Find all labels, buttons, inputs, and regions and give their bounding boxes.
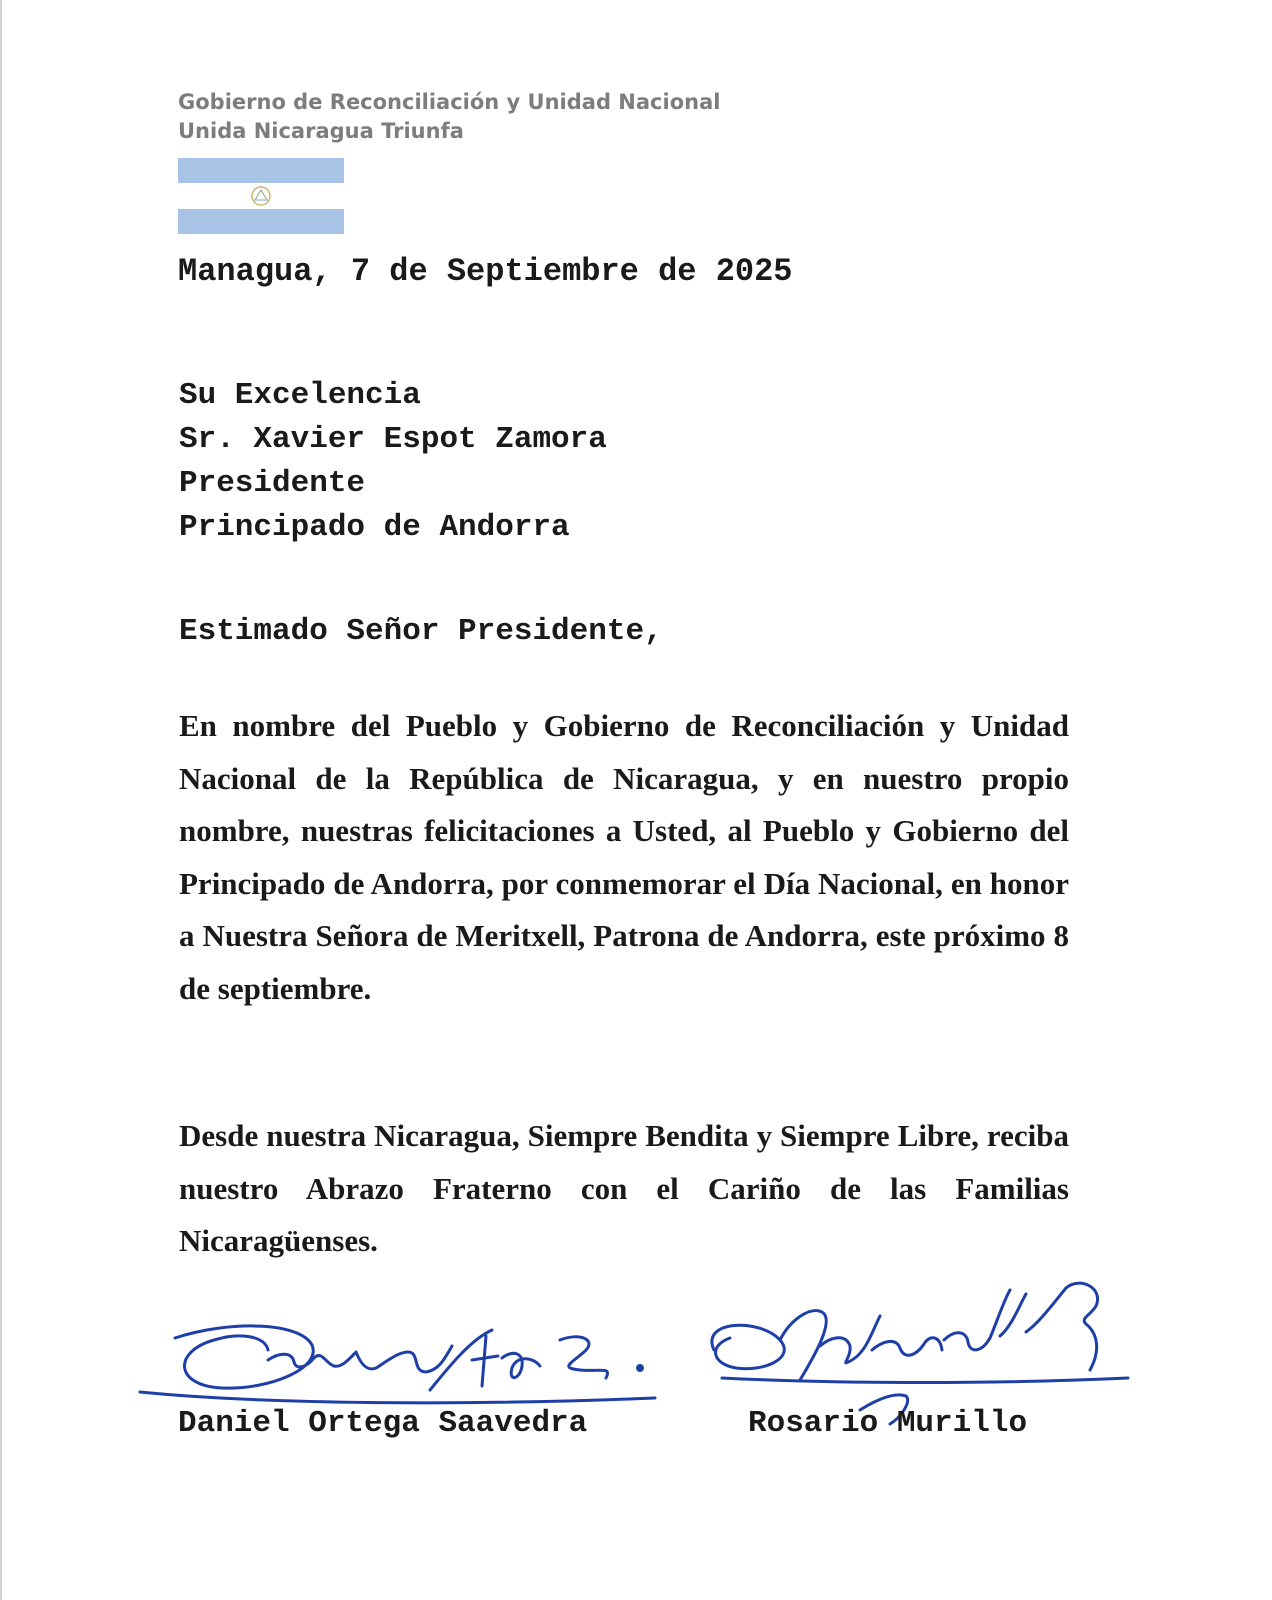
closing-paragraph: Desde nuestra Nicaragua, Siempre Bendita y Siempre Libre, reciba nuestro Abrazo Fraterno con el Cariño de las Familias Nicaragüenses. [179,1118,1069,1258]
letterhead-slogan: Unida Nicaragua Triunfa [178,119,464,143]
recipient-title: Presidente [179,466,366,501]
salutation: Estimado Señor Presidente, [179,614,663,649]
letterhead-government: Gobierno de Reconciliación y Unidad Nacional [178,90,721,114]
letter-date: Managua, 7 de Septiembre de 2025 [178,253,793,290]
signature-daniel-ortega [140,1326,655,1403]
recipient-country: Principado de Andorra [179,510,570,545]
recipient-name: Sr. Xavier Espot Zamora [179,422,607,457]
page-edge [0,0,2,1600]
nicaragua-flag-icon [178,158,344,234]
letterhead [178,88,720,146]
recipient-block [179,374,607,550]
recipient-honorific: Su Excelencia [179,378,421,413]
signatory-name-left: Daniel Ortega Saavedra [178,1406,588,1441]
body-paragraph: En nombre del Pueblo y Gobierno de Reconciliación y Unidad Nacional de la República de Nicaragua, y en nuestro propio nombre, nuestras felicitaciones a Usted, al Pueblo y Gobierno del Principado de Andorra, por conmemorar el Día Nacional, en honor a Nuestra Señora de Meritxell, Patrona de Andorra, este próximo 8 de septiembre. [179,708,1069,1006]
signatory-name-right: Rosario Murillo [748,1406,1028,1441]
